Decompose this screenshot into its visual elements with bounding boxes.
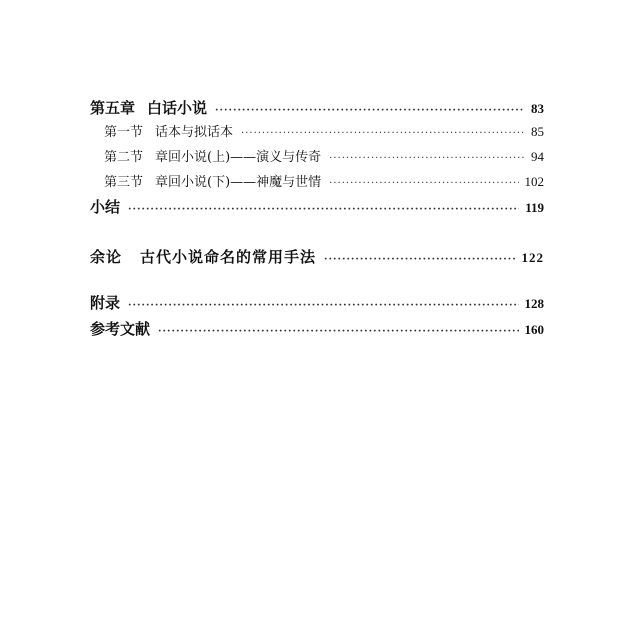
section-title: 话本与拟话本 [155, 125, 234, 140]
epilogue-number: 余论 [90, 248, 123, 266]
references-title: 参考文献 [90, 320, 151, 338]
toc-entry-label [104, 171, 321, 190]
section-title: 章回小说(上)——演义与传奇 [155, 150, 322, 165]
toc-entry-summary[interactable] [90, 196, 544, 222]
dot-leader [329, 178, 518, 189]
dot-leader [215, 105, 525, 116]
dot-leader [128, 300, 518, 311]
page-number: 85 [531, 124, 544, 139]
appendix-title: 附录 [90, 294, 121, 312]
dot-leader [241, 128, 525, 139]
toc-entry-section-1[interactable] [90, 121, 544, 146]
dot-leader [128, 204, 519, 215]
toc-entry-label [104, 146, 321, 165]
chapter-number: 第五章 [90, 99, 136, 117]
chapter-title: 白话小说 [147, 99, 208, 117]
page-number: 94 [531, 149, 544, 164]
page-number: 160 [524, 322, 544, 337]
toc-entry-section-3[interactable] [90, 171, 544, 196]
section-number: 第二节 [104, 150, 144, 165]
summary-title: 小结 [90, 198, 121, 216]
toc-entry-chapter-5[interactable] [90, 97, 544, 121]
epilogue-title: 古代小说命名的常用手法 [140, 248, 317, 266]
toc-entry-section-2[interactable] [90, 146, 544, 171]
toc-entry-references[interactable] [90, 318, 544, 344]
toc-entry-label [104, 121, 233, 140]
dot-leader [329, 153, 525, 164]
dot-leader [324, 254, 515, 265]
page-number: 102 [524, 174, 544, 189]
page-number: 128 [524, 296, 544, 311]
table-of-contents [90, 97, 544, 344]
toc-entry-label [90, 246, 316, 267]
section-number: 第三节 [104, 175, 144, 190]
page-number: 83 [531, 101, 544, 116]
toc-entry-epilogue[interactable] [90, 246, 544, 270]
page-number: 122 [521, 250, 544, 265]
dot-leader [158, 326, 518, 337]
page-number: 119 [525, 200, 544, 215]
toc-entry-label [90, 97, 207, 118]
toc-entry-appendix[interactable] [90, 292, 544, 318]
section-number: 第一节 [104, 125, 144, 140]
section-title: 章回小说(下)——神魔与世情 [155, 175, 322, 190]
